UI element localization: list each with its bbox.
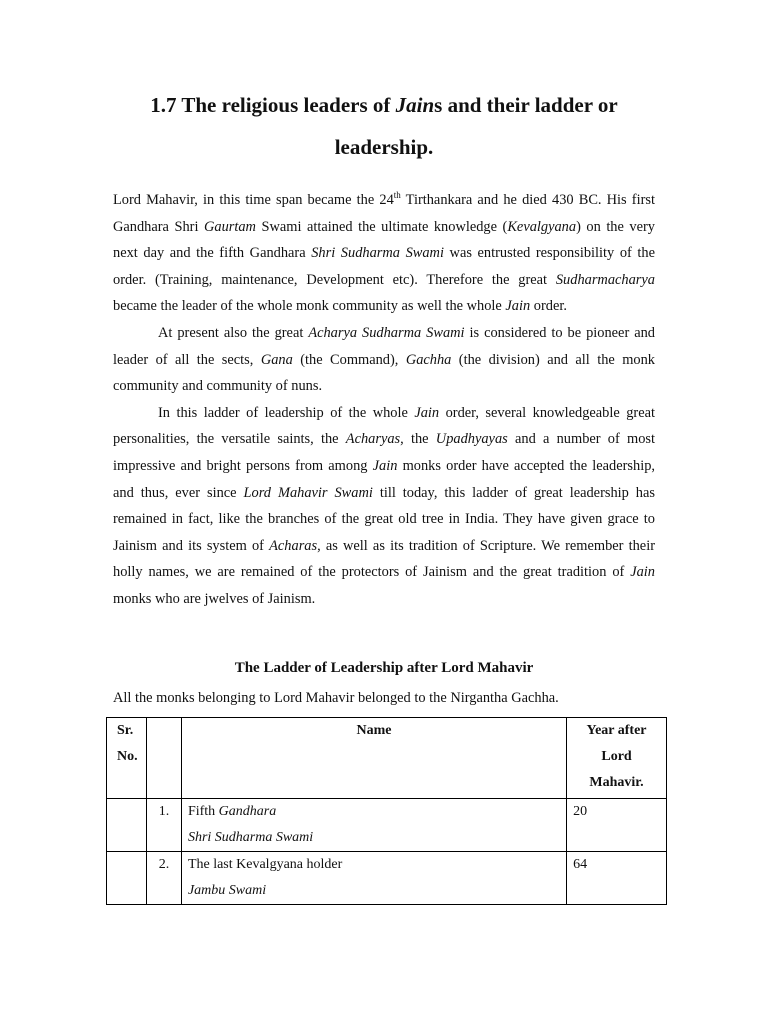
paragraph-1: Lord Mahavir, in this time span became the 24th Tirthankara and he died 430 BC. His first Gandhara Shri Gaurtam Swami attained the ultimate knowledge (Kevalgyana) on the very next day and the fifth Gandhara Shri Sudharma Swami was entrusted responsibility of the order. (Training, maintenance, Development etc). Therefore the great Sudharmacharya became the leader of the whole monk community as well the whole Jain order.	[113, 190, 655, 315]
row-blank-cell	[107, 799, 147, 852]
header-blank	[146, 718, 181, 799]
header-name: Name	[181, 718, 566, 799]
row-blank-cell	[107, 852, 147, 905]
leadership-table	[106, 717, 667, 905]
table-title: The Ladder of Leadership after Lord Mahavir	[234, 660, 534, 676]
row-number: 1.	[146, 799, 181, 852]
row-year: 64	[567, 852, 667, 905]
table-row	[107, 852, 667, 905]
paragraph-3: In this ladder of leadership of the whole Jain order, several knowledgeable great personalities, the versatile saints, the Acharyas, the Upadhyayas and a number of most impressive and bright persons from among Jain monks order have accepted the leadership, and thus, ever since Lord Mahavir Swami till today, this ladder of great leadership has remained in fact, like the branches of the great old tree in India. They have given grace to Jainism and its system of Acharas, as well as its tradition of Scripture. We remember their holly names, we are remained of the protectors of Jainism and the great tradition of Jain monks who are jwelves of Jainism.	[113, 404, 656, 607]
row-name: Fifth Gandhara Shri Sudharma Swami	[181, 799, 566, 852]
section-title: 1.7 The religious leaders of Jains and their ladder or leadership.	[150, 93, 618, 159]
header-year: Year after Lord Mahavir.	[567, 718, 667, 799]
header-sr-no: Sr. No.	[107, 718, 147, 799]
table-intro: All the monks belonging to Lord Mahavir belonged to the Nirgantha Gachha.	[113, 690, 559, 706]
row-number: 2.	[146, 852, 181, 905]
row-name: The last Kevalgyana holder Jambu Swami	[181, 852, 566, 905]
table-row	[107, 799, 667, 852]
table-header-row	[107, 718, 667, 799]
paragraph-2: At present also the great Acharya Sudharma Swami is considered to be pioneer and leader of all the sects, Gana (the Command), Gachha (the division) and all the monk community and community of nuns.	[113, 324, 655, 395]
row-year: 20	[567, 799, 667, 852]
body-text	[113, 187, 655, 613]
